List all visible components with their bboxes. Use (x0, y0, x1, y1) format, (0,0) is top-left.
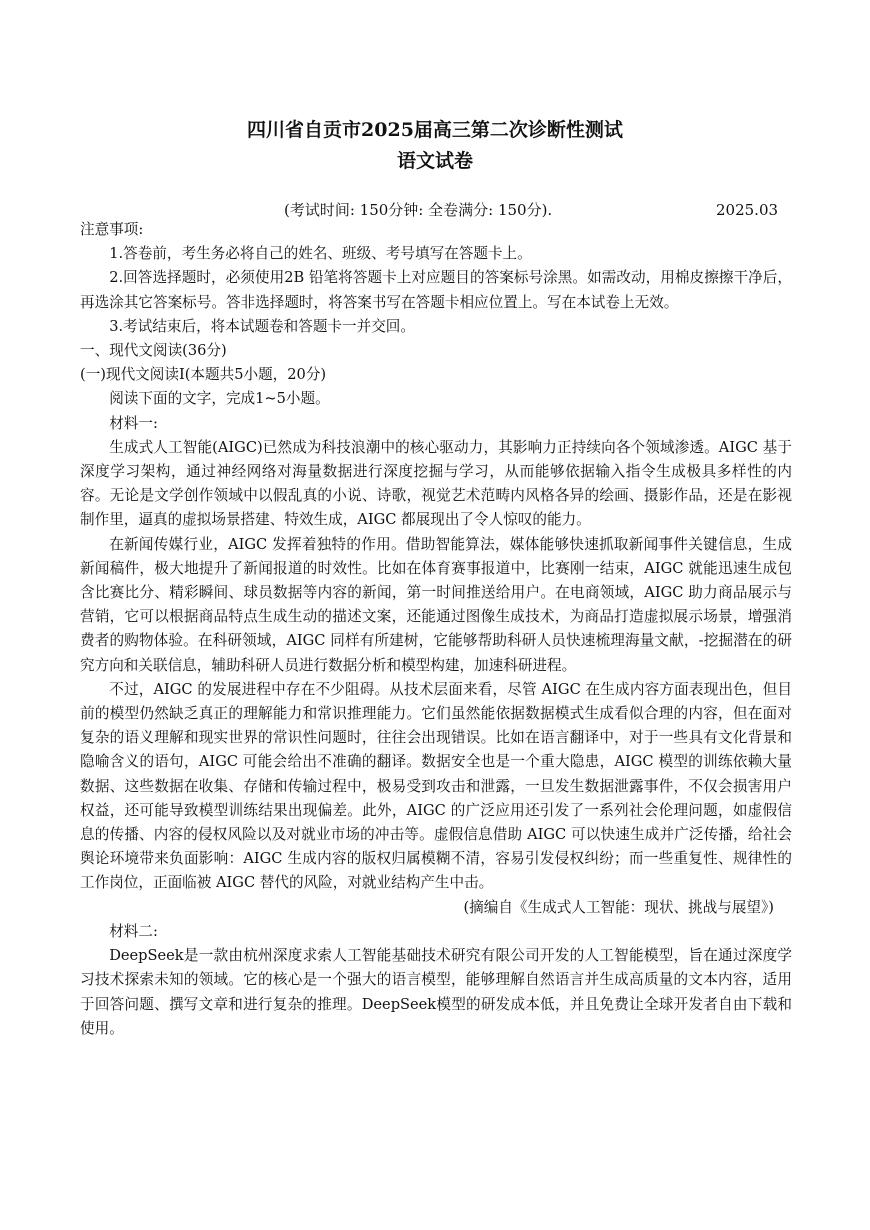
section-instruction: 阅读下面的文字，完成1~5小题。 (109, 390, 330, 408)
notice-item: 3.考试结束后，将本试题卷和答题卡一并交回。 (109, 317, 415, 335)
exam-content (80, 218, 792, 1041)
paragraph: 在新闻传媒行业，AIGC 发挥着独特的作用。借助智能算法，媒体能够快速抓取新闻事件关键信息，生成新闻稿件，极大地提升了新闻报道的时效性。比如在体育赛事报道中，比赛刚一结束，AIGC 就能迅速生成包含比赛比分、精彩瞬间、球员数据等内容的新闻，第一时间推送给用户。在电商领域，AIGC 助力商品展示与营销，它可以根据商品特点生成生动的描述文案，还能通过图像生成技术，为商品打造虚拟展示场景，增强消费者的购物体验。在科研领域，AIGC 同样有所建树，它能够帮助科研人员快速梳理海量文献，-挖掘潜在的研究方向和关联信息，辅助科研人员进行数据分析和模型构建，加速科研进程。 (80, 535, 792, 674)
section-heading: 一、现代文阅读(36分) (80, 342, 227, 360)
exam-title: 四川省自贡市2025届高三第二次诊断性测试 (247, 119, 623, 141)
exam-info: (考试时间: 150分钟: 全卷满分: 150分). (284, 201, 553, 219)
source-citation: (摘编自《生成式人工智能：现状、挑战与展望》) (463, 898, 774, 916)
notice-item: 1.答卷前，考生务必将自己的姓名、班级、考号填写在答题卡上。 (109, 245, 532, 263)
paragraph: 生成式人工智能(AIGC)已然成为科技浪潮中的核心驱动力，其影响力正持续向各个领域渗透。AIGC 基于深度学习架构，通过神经网络对海量数据进行深度挖掘与学习，从而能够依据输入指令生成极具多样性的内容。无论是文学创作领域中以假乱真的小说、诗歌，视觉艺术范畴内风格各异的绘画、摄影作品，还是在影视制作里，逼真的虚拟场景搭建、特效生成，AIGC 都展现出了令人惊叹的能力。 (80, 438, 792, 529)
material-label: 材料一: (109, 414, 158, 432)
material-label: 材料二: (109, 922, 158, 940)
notice-item: 2.回答选择题时，必须使用2B 铅笔将答题卡上对应题目的答案标号涂黑。如需改动，用棉皮擦擦干净后，再选涂其它答案标号。答非选择题时，将答案书写在答题卡相应位置上。写在本试卷上无效。 (80, 269, 792, 311)
exam-date: 2025.03 (716, 201, 779, 219)
paragraph: DeepSeek是一款由杭州深度求索人工智能基础技术研究有限公司开发的人工智能模型，旨在通过深度学习技术探索未知的领域。它的核心是一个强大的语言模型，能够理解自然语言并生成高质量的文本内容，适用于回答问题、撰写文章和进行复杂的推理。DeepSeek模型的研发成本低，并且免费让全球开发者自由下载和使用。 (80, 947, 792, 1037)
paragraph: 不过，AIGC 的发展进程中存在不少阻碍。从技术层面来看，尽管 AIGC 在生成内容方面表现出色，但目前的模型仍然缺乏真正的理解能力和常识推理能力。它们虽然能依据数据模式生成看似合理的内容，但在面对复杂的语义理解和现实世界的常识性问题时，往往会出现错误。比如在语言翻译中，对于一些具有文化背景和隐喻含义的语句，AIGC 可能会给出不准确的翻译。数据安全也是一个重大隐患，AIGC 模型的训练依赖大量数据、这些数据在收集、存储和传输过程中，极易受到攻击和泄露，一旦发生数据泄露事件，不仅会损害用户权益，还可能导致模型训练结果出现偏差。此外，AIGC 的广泛应用还引发了一系列社会伦理问题，如虚假信息的传播、内容的侵权风险以及对就业市场的冲击等。虚假信息借助 AIGC 可以快速生成并广泛传播，给社会舆论环境带来负面影响：AIGC 生成内容的版权归属模糊不清，容易引发侵权纠纷；而一些重复性、规律性的工作岗位，正面临被 AIGC 替代的风险，对就业结构产生中击。 (80, 680, 792, 892)
notice-heading: 注意事项: (80, 221, 144, 238)
section-subheading: (一)现代文阅读Ⅰ(本题共5小题，20分) (80, 366, 327, 384)
exam-subtitle: 语文试卷 (396, 150, 473, 172)
